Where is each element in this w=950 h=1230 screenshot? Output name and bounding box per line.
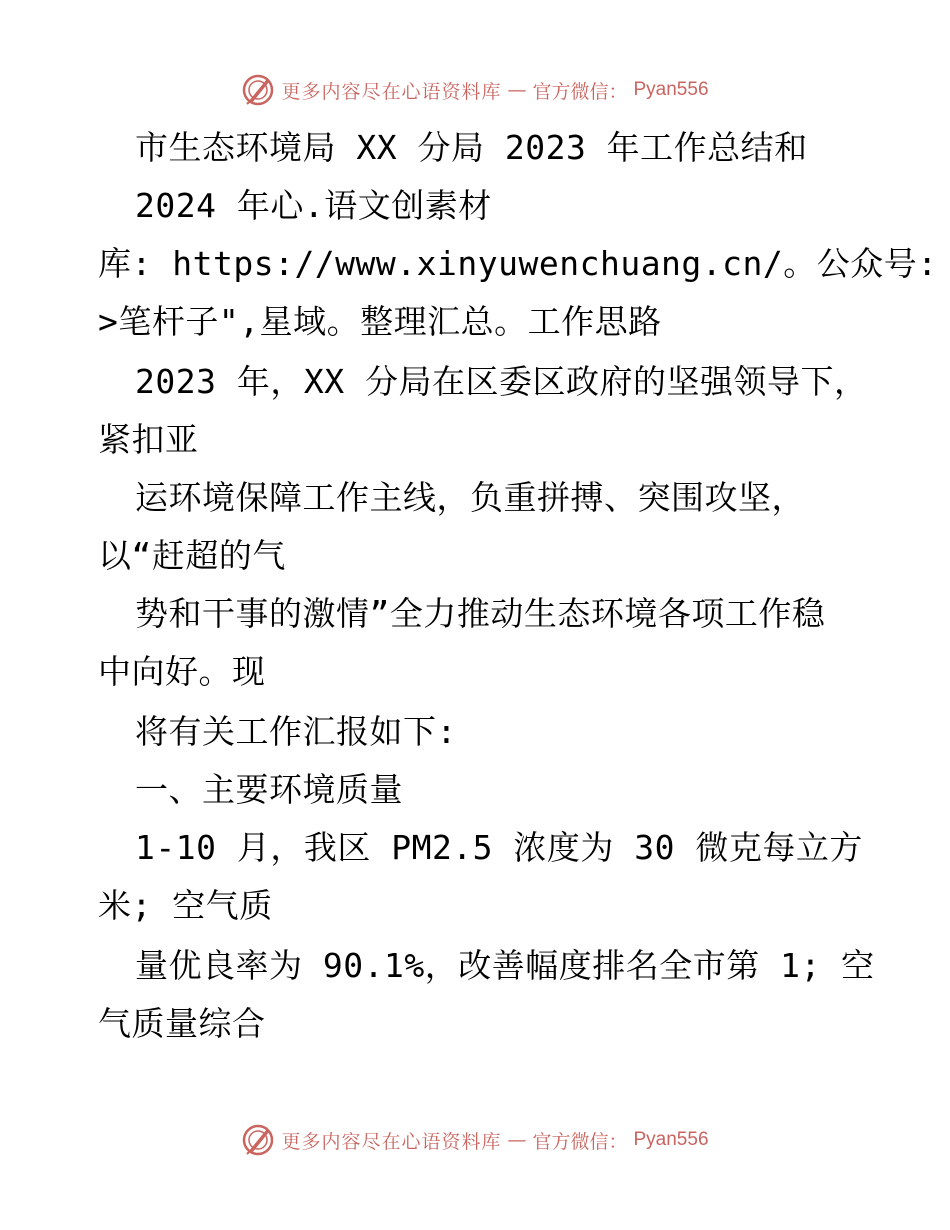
body-line-10: 中向好。现 xyxy=(98,652,266,691)
footer-wechat-label: 官方微信： xyxy=(532,1130,628,1153)
title-line-2: 2024 年心.语文创素材 xyxy=(135,186,492,225)
body-line-3: 库: https://www.xinyuwenchuang.cn/。公众号: xyxy=(98,244,938,283)
header-dash: — xyxy=(507,79,527,101)
header-wechat-id: Pyan556 xyxy=(633,79,709,100)
section-heading: 一、主要环境质量 xyxy=(135,770,403,809)
header-wechat-label: 官方微信： xyxy=(532,80,628,103)
body-line-16: 气质量综合 xyxy=(98,1004,266,1043)
body-line-15: 量优良率为 90.1%，改善幅度排名全市第 1; 空 xyxy=(135,946,875,985)
footer-dash: — xyxy=(507,1129,527,1151)
footer-watermark-banner xyxy=(0,1120,950,1160)
body-line-4: >笔杆子",星域。整理汇总。工作思路 xyxy=(98,302,662,341)
body-line-6: 紧扣亚 xyxy=(98,420,199,459)
body-line-5: 2023 年，XX 分局在区委区政府的坚强领导下， xyxy=(135,362,868,401)
quill-pen-logo-icon xyxy=(241,1123,275,1157)
quill-pen-logo-icon xyxy=(241,73,275,107)
body-line-8: 以“赶超的气 xyxy=(98,536,286,575)
footer-slogan: 更多内容尽在心语资料库 xyxy=(281,1130,502,1153)
title-line-1: 市生态环境局 XX 分局 2023 年工作总结和 xyxy=(135,128,808,167)
body-line-14: 米; 空气质 xyxy=(98,886,273,925)
body-line-7: 运环境保障工作主线，负重拼搏、突围攻坚， xyxy=(135,478,805,517)
header-watermark-banner xyxy=(0,70,950,110)
footer-wechat-id: Pyan556 xyxy=(633,1129,709,1150)
body-line-11: 将有关工作汇报如下: xyxy=(135,712,457,751)
body-line-9: 势和干事的激情”全力推动生态环境各项工作稳 xyxy=(135,594,826,633)
body-line-13: 1-10 月，我区 PM2.5 浓度为 30 微克每立方 xyxy=(135,828,863,867)
header-slogan: 更多内容尽在心语资料库 xyxy=(281,80,502,103)
